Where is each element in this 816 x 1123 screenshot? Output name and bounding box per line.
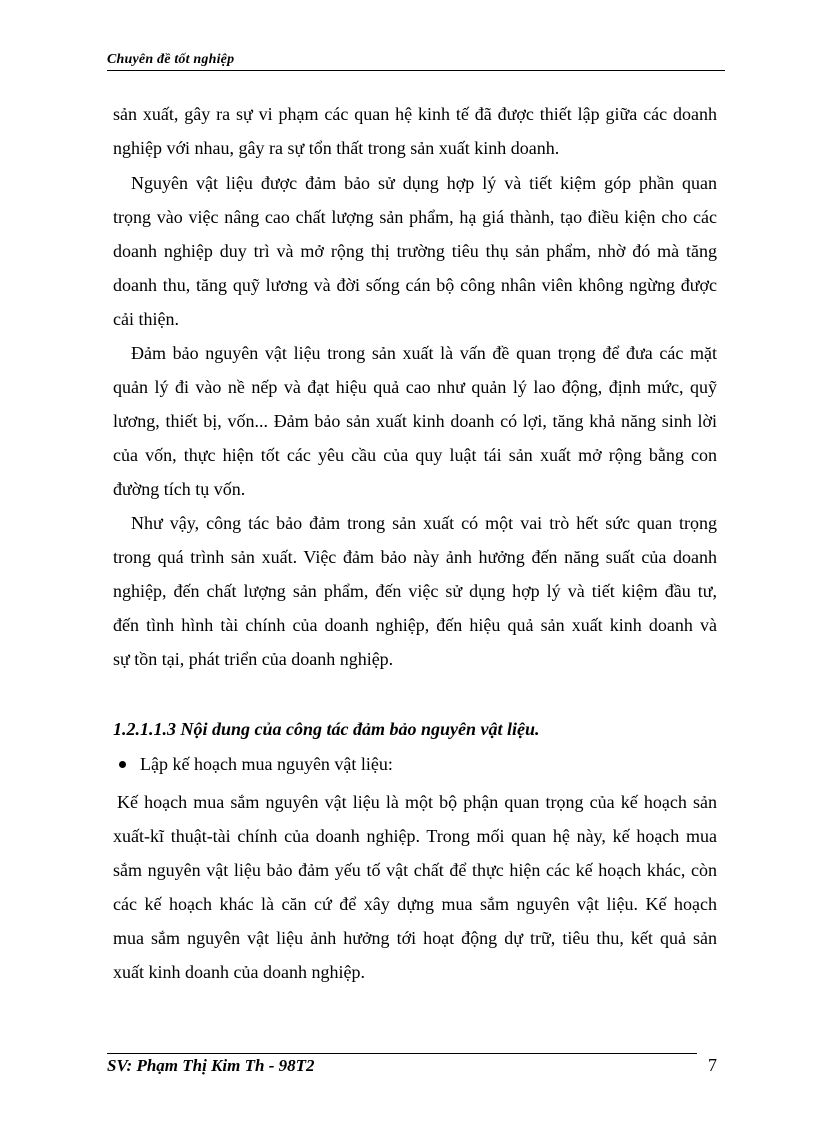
paragraph-1 <box>113 97 717 165</box>
footer-author: SV: Phạm Thị Kim Th - 98T2 <box>107 1056 315 1075</box>
bullet-label: Lập kế hoạch mua nguyên vật liệu: <box>140 754 393 774</box>
paragraph-line: sản xuất, gây ra sự vi phạm các quan hệ kinh tế đã được thiết lập giữa các doanh <box>113 104 717 124</box>
paragraph-line: đến tình hình tài chính của doanh nghiệp, đến hiệu quả sản xuất kinh doanh và <box>113 615 717 635</box>
page-header <box>107 50 725 71</box>
paragraph-line: cải thiện. <box>113 309 179 329</box>
paragraph-3 <box>113 336 717 506</box>
paragraph-line: Như vậy, công tác bảo đảm trong sản xuất có một vai trò hết sức quan trọng <box>131 513 717 533</box>
paragraph-line: lương, thiết bị, vốn... Đảm bảo sản xuất kinh doanh có lợi, tăng khả năng sinh lời <box>113 411 717 431</box>
paragraph-line: Nguyên vật liệu được đảm bảo sử dụng hợp lý và tiết kiệm góp phần quan <box>131 173 717 193</box>
paragraph-line: xuất-kĩ thuật-tài chính của doanh nghiệp. Trong mối quan hệ này, kế hoạch mua <box>113 826 717 846</box>
paragraph-line: sự tồn tại, phát triển của doanh nghiệp. <box>113 649 394 669</box>
paragraph-line: quản lý đi vào nề nếp và đạt hiệu quả cao như quản lý lao động, định mức, quỹ <box>113 377 717 397</box>
paragraph-line: Đảm bảo nguyên vật liệu trong sản xuất là vấn đề quan trọng để đưa các mặt <box>131 343 717 363</box>
footer-divider <box>107 1053 697 1054</box>
page-number: 7 <box>708 1055 717 1075</box>
section-heading: 1.2.1.1.3 Nội dung của công tác đảm bảo nguyên vật liệu. <box>113 719 540 739</box>
paragraph-line: của vốn, thực hiện tốt các yêu cầu của quy luật tái sản xuất mở rộng bằng con <box>113 445 717 465</box>
paragraph-line: doanh thu, tăng quỹ lương và đời sống cán bộ công nhân viên không ngừng được <box>113 275 717 295</box>
paragraph-2 <box>113 166 717 336</box>
bullet-item <box>113 754 393 775</box>
paragraph-line: doanh nghiệp duy trì và mở rộng thị trường tiêu thụ sản phẩm, nhờ đó mà tăng <box>113 241 717 261</box>
paragraph-line: mua sắm nguyên vật liệu ảnh hưởng tới hoạt động dự trữ, tiêu thu, kết quả sản <box>113 928 717 948</box>
paragraph-line: nghiệp với nhau, gây ra sự tổn thất trong sản xuất kinh doanh. <box>113 138 560 158</box>
paragraph-line: các kế hoạch khác là căn cứ để xây dựng mua sắm nguyên vật liệu. Kế hoạch <box>113 894 717 914</box>
bullet-icon <box>119 761 126 768</box>
paragraph-line: xuất kinh doanh của doanh nghiệp. <box>113 962 365 982</box>
paragraph-line: đường tích tụ vốn. <box>113 479 246 499</box>
paragraph-line: trong quá trình sản xuất. Việc đảm bảo này ảnh hưởng đến năng suất của doanh <box>113 547 717 567</box>
section-body <box>113 785 717 989</box>
paragraph-line: Kế hoạch mua sắm nguyên vật liệu là một bộ phận quan trọng của kế hoạch sản <box>117 792 717 812</box>
paragraph-4 <box>113 506 717 676</box>
paragraph-line: sắm nguyên vật liệu bảo đảm yếu tố vật chất để thực hiện các kế hoạch khác, còn <box>113 860 717 880</box>
header-title: Chuyên đề tốt nghiệp <box>107 52 235 67</box>
paragraph-line: trọng vào việc nâng cao chất lượng sản phẩm, hạ giá thành, tạo điều kiện cho các <box>113 207 717 227</box>
paragraph-line: nghiệp, đến chất lượng sản phẩm, đến việc sử dụng hợp lý và tiết kiệm đầu tư, <box>113 581 717 601</box>
